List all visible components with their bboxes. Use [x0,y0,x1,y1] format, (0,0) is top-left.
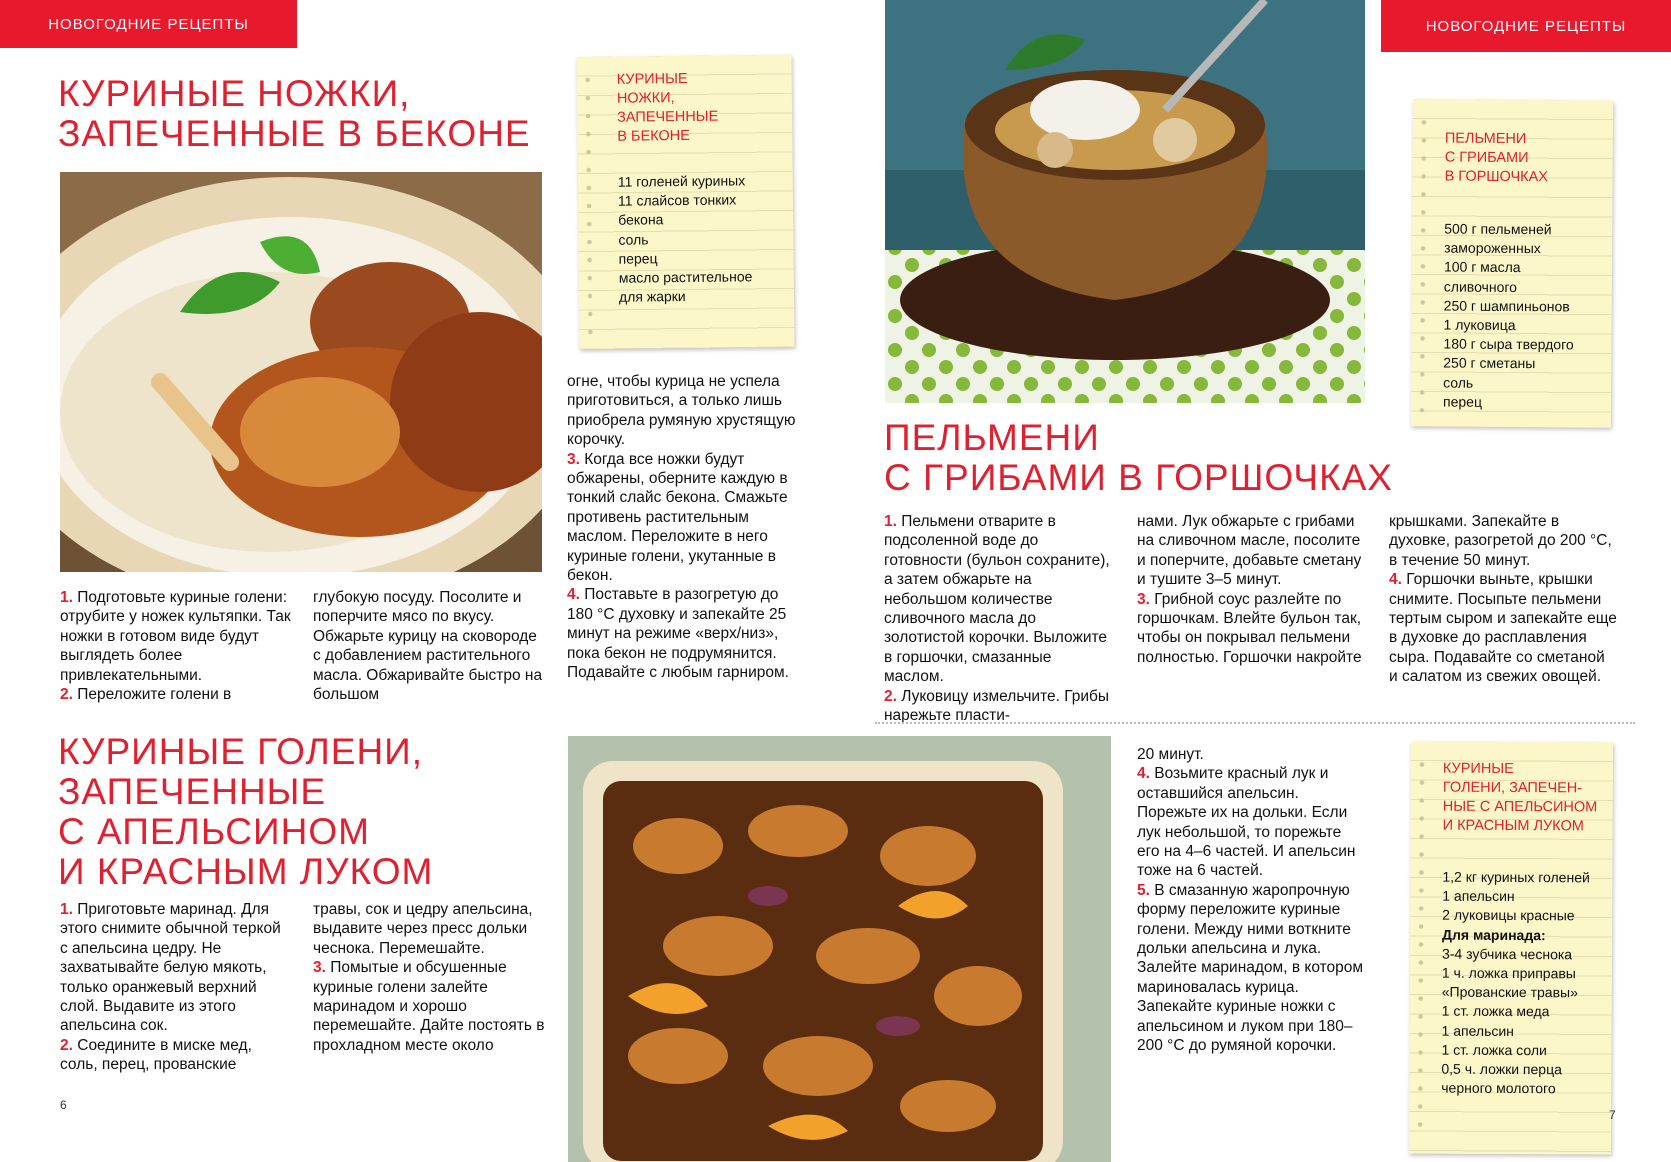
page-number-right: 7 [1609,1108,1616,1122]
step-paragraph [1389,570,1617,686]
ingredient-item: соль [1443,374,1474,391]
recipe2-text-col1 [884,512,1112,725]
ingredient-item: сливочного [1443,278,1518,295]
page-number-left: 6 [60,1098,67,1112]
step-paragraph [60,900,292,1036]
ingredient-item: 180 г сыра твердого [1443,335,1574,353]
recipe2-text-col3 [1389,512,1617,687]
step-paragraph [567,585,799,682]
card-binding-holes [585,71,594,335]
recipe3-title-line: КУРИНЫЕ ГОЛЕНИ, [58,731,424,772]
card-title-line: В БЕКОНЕ [617,127,690,145]
ingredient-item: для жарки [618,288,686,305]
step-paragraph [313,958,545,1055]
ingredient-item: 100 г масла [1443,258,1521,276]
step-paragraph [1389,512,1617,570]
card-binding-holes [1419,113,1427,412]
card-title-line: КУРИНЫЕ [1442,760,1514,778]
ingredient-item: перец [1442,393,1483,410]
step-text: Поставьте в разогретую до 180 °С духовку и запекайте 25 минут на режиме «верх/низ», пока бекон не подрумянится. Подавайте с любым гарниром. [567,586,789,682]
ingredient-item: 1 апельсин [1441,1022,1514,1039]
ingredient-item: 1 ст. ложка соли [1441,1041,1547,1059]
ingredient-item: бекона [618,211,664,229]
step-number: 4. [1137,765,1150,783]
step-paragraph [1137,745,1365,764]
step-text: Помытые и обсушенные куриные голени залейте маринадом и хорошо перемешайте. Дайте постоять в прохладном месте около [313,959,545,1054]
recipe2-title-line: С ГРИБАМИ В ГОРШОЧКАХ [884,457,1393,498]
section-banner-left-text: НОВОГОДНИЕ РЕЦЕПТЫ [48,15,249,33]
ingredient-item: 11 слайсов тонких [617,191,737,209]
recipe3-text-col1 [60,900,292,1075]
recipe1-ingredients-card [576,55,794,349]
card-binding-holes [1417,756,1425,1140]
step-text: Приготовьте маринад. Для этого снимите обычной теркой с апельсина цедру. Не захватывайте белую мякоть, только оранжевый верхний слой. Выдавите из этого апельсина сок. [60,901,281,1035]
step-text: Луковицу измельчите. Грибы нарежьте пласти- [884,687,1110,725]
recipe3-title [58,732,578,892]
step-number: 4. [1389,571,1402,589]
ingredient-item: «Прованские травы» [1441,983,1578,1001]
step-text: огне, чтобы курица не успела приготовиться, а только лишь приобрела румяную хрустящую корочку. [567,373,796,449]
step-paragraph [1137,881,1365,1056]
step-paragraph [884,512,1112,687]
card-title-line: ГОЛЕНИ, ЗАПЕЧЕН- [1442,779,1583,797]
ingredient-subheading [1442,925,1597,945]
card-title-line: ПЕЛЬМЕНИ [1444,130,1527,148]
card-title-line: КУРИНЫЕ [616,70,688,88]
ingredient-item: 2 луковицы красные [1442,907,1575,924]
recipe3-ingredients-card [1409,741,1613,1154]
recipe1-ingredient-list [618,171,753,307]
ingredient-item: перец [618,250,658,267]
step-paragraph [60,685,292,704]
card-title-line: И КРАСНЫМ ЛУКОМ [1442,817,1584,835]
recipe3-title-line: С АПЕЛЬСИНОМ [58,811,370,852]
ingredient-item: 1 ст. ложка меда [1441,1003,1550,1020]
step-paragraph [60,1036,292,1075]
step-paragraph [567,372,799,450]
step-text: Подготовьте куриные голени: отрубите у ножек культяпки. Так ножки в готовом виде будут выглядеть более привлекательными. [60,589,291,684]
step-number: 3. [313,959,326,977]
recipe2-title-line: ПЕЛЬМЕНИ [884,417,1100,458]
recipe1-photo [60,172,542,572]
ingredient-item: соль [618,230,649,248]
step-text: нами. Лук обжарьте с грибами на сливочном масле, посолите и поперчите, добавьте сметану и тушите 3–5 минут. [1137,513,1362,589]
recipe1-text-col3 [567,372,799,683]
step-paragraph [884,687,1112,726]
step-text: крышками. Запекайте в духовке, разогретой до 200 °С, в течение 50 минут. [1389,513,1612,569]
card-title-line: НЫЕ С АПЕЛЬСИНОМ [1442,798,1598,816]
ingredient-item: 1 луковица [1443,316,1516,334]
step-text: Пельмени отварите в подсоленной воде до готовности (бульон сохраните), а затем обжарьте на небольшом количестве сливочного масла до золотистой корочки. Выложите в горшочки, смазанные маслом. [884,513,1110,686]
ingredient-item: 1 апельсин [1442,887,1515,905]
ingredient-item: 250 г сметаны [1443,354,1536,372]
section-banner-right [1381,0,1671,52]
recipe1-title [58,74,578,154]
recipe1-text-col1 [60,588,292,704]
ingredient-item: замороженных [1444,239,1541,257]
recipe2-photo-image [885,0,1365,403]
recipe3-photo [568,736,1111,1162]
recipe2-ingredient-list [1443,220,1575,413]
marinade-heading: Для маринада: [1442,926,1546,943]
card-title-line: ЗАПЕЧЕННЫЕ [617,108,719,126]
step-number: 2. [884,687,897,705]
card-title-line: НОЖКИ, [616,90,675,107]
ingredient-item: 1,2 кг куриных голеней [1442,868,1590,886]
ingredient-item: черного молотого [1441,1079,1556,1097]
recipe3-ingredient-list [1441,868,1597,1099]
recipe3-title-line: И КРАСНЫМ ЛУКОМ [58,851,434,892]
step-text: глубокую посуду. Посолите и поперчите мясо по вкусу. Обжарьте курицу на сковороде с добавлением растительного масла. Обжаривайте быстро на большом [313,589,543,704]
recipe3-text-col3 [1137,745,1365,1056]
step-paragraph [1137,590,1365,668]
step-paragraph [1137,764,1365,880]
step-paragraph [313,900,545,958]
recipe3-card-title [1443,760,1598,837]
recipe3-text-col2 [313,900,545,1055]
step-number: 4. [567,586,580,604]
step-paragraph [60,588,292,685]
ingredient-item: 1 ч. ложка приправы [1441,964,1576,982]
step-paragraph [1137,512,1365,590]
recipe2-ingredients-card [1411,99,1613,427]
card-title-line: В ГОРШОЧКАХ [1444,168,1549,186]
step-number: 2. [60,686,73,704]
step-text: травы, сок и цедру апельсина, выдавите через пресс дольки чеснока. Перемешайте. [313,901,533,957]
step-text: Горшочки выньте, крышки снимите. Посыпьте пельмени тертым сыром и запекайте еще в духовке до расплавления сыра. Подавайте со сметаной и салатом из свежих овощей. [1389,571,1617,686]
recipe1-text-col2 [313,588,545,704]
section-banner-left [0,0,297,48]
recipe1-photo-image [60,172,542,572]
step-text: Когда все ножки будут обжарены, оберните каждую в тонкий слайс бекона. Смажьте противень растительным маслом. Переложите в него куриные голени, укутанные в бекон. [567,450,788,585]
step-number: 1. [884,513,897,530]
recipe3-title-line: ЗАПЕЧЕННЫЕ [58,771,327,812]
step-number: 1. [60,901,73,918]
ingredient-item: 3-4 зубчика чеснока [1441,945,1573,963]
recipe2-card-title [1445,130,1576,188]
step-paragraph [567,450,799,586]
step-text: Соедините в миске мед, соль, перец, прованские [60,1036,252,1074]
step-number: 1. [60,589,73,606]
step-number: 3. [1137,590,1150,608]
step-text: Грибной соус разлейте по горшочкам. Влейте бульон так, чтобы он покрывал пельмени полностью. Горшочки накройте [1137,590,1362,666]
recipe2-photo [885,0,1365,403]
recipe1-card-title [617,69,751,146]
ingredient-item: масло растительное [618,268,753,286]
section-banner-right-text: НОВОГОДНИЕ РЕЦЕПТЫ [1425,17,1627,35]
recipe2-text-col2 [1137,512,1365,667]
section-divider [875,722,1635,724]
recipe2-title [884,418,1444,498]
ingredient-item: 250 г шампиньонов [1443,297,1570,315]
ingredient-item: 500 г пельменей [1444,220,1552,238]
card-title-line: С ГРИБАМИ [1444,149,1529,167]
step-text: 20 минут. [1137,746,1204,763]
ingredient-item: 0,5 ч. ложки перца [1441,1060,1562,1078]
recipe3-photo-image [568,736,1111,1162]
ingredient-item: 11 голеней куриных [617,172,746,190]
recipe1-title-line: КУРИНЫЕ НОЖКИ, [58,73,411,114]
step-number: 3. [567,450,580,468]
step-text: В смазанную жаропрочную форму переложите куриные голени. Между ними воткните дольки апельсина и лука. Залейте маринадом, в котором мариновалась курица. Запекайте куриные ножки с апельсином и луком при 180–200 °С до румяной корочки. [1137,881,1364,1055]
step-text: Возьмите красный лук и оставшийся апельсин. Порежьте их на дольки. Если лук небольшой, то порежьте его на 4–6 частей. И апельсин тоже на 6 частей. [1137,765,1356,880]
step-text: Переложите голени в [72,686,232,704]
step-number: 5. [1137,881,1150,899]
recipe1-title-line: ЗАПЕЧЕННЫЕ В БЕКОНЕ [58,113,531,154]
step-number: 2. [60,1036,73,1054]
